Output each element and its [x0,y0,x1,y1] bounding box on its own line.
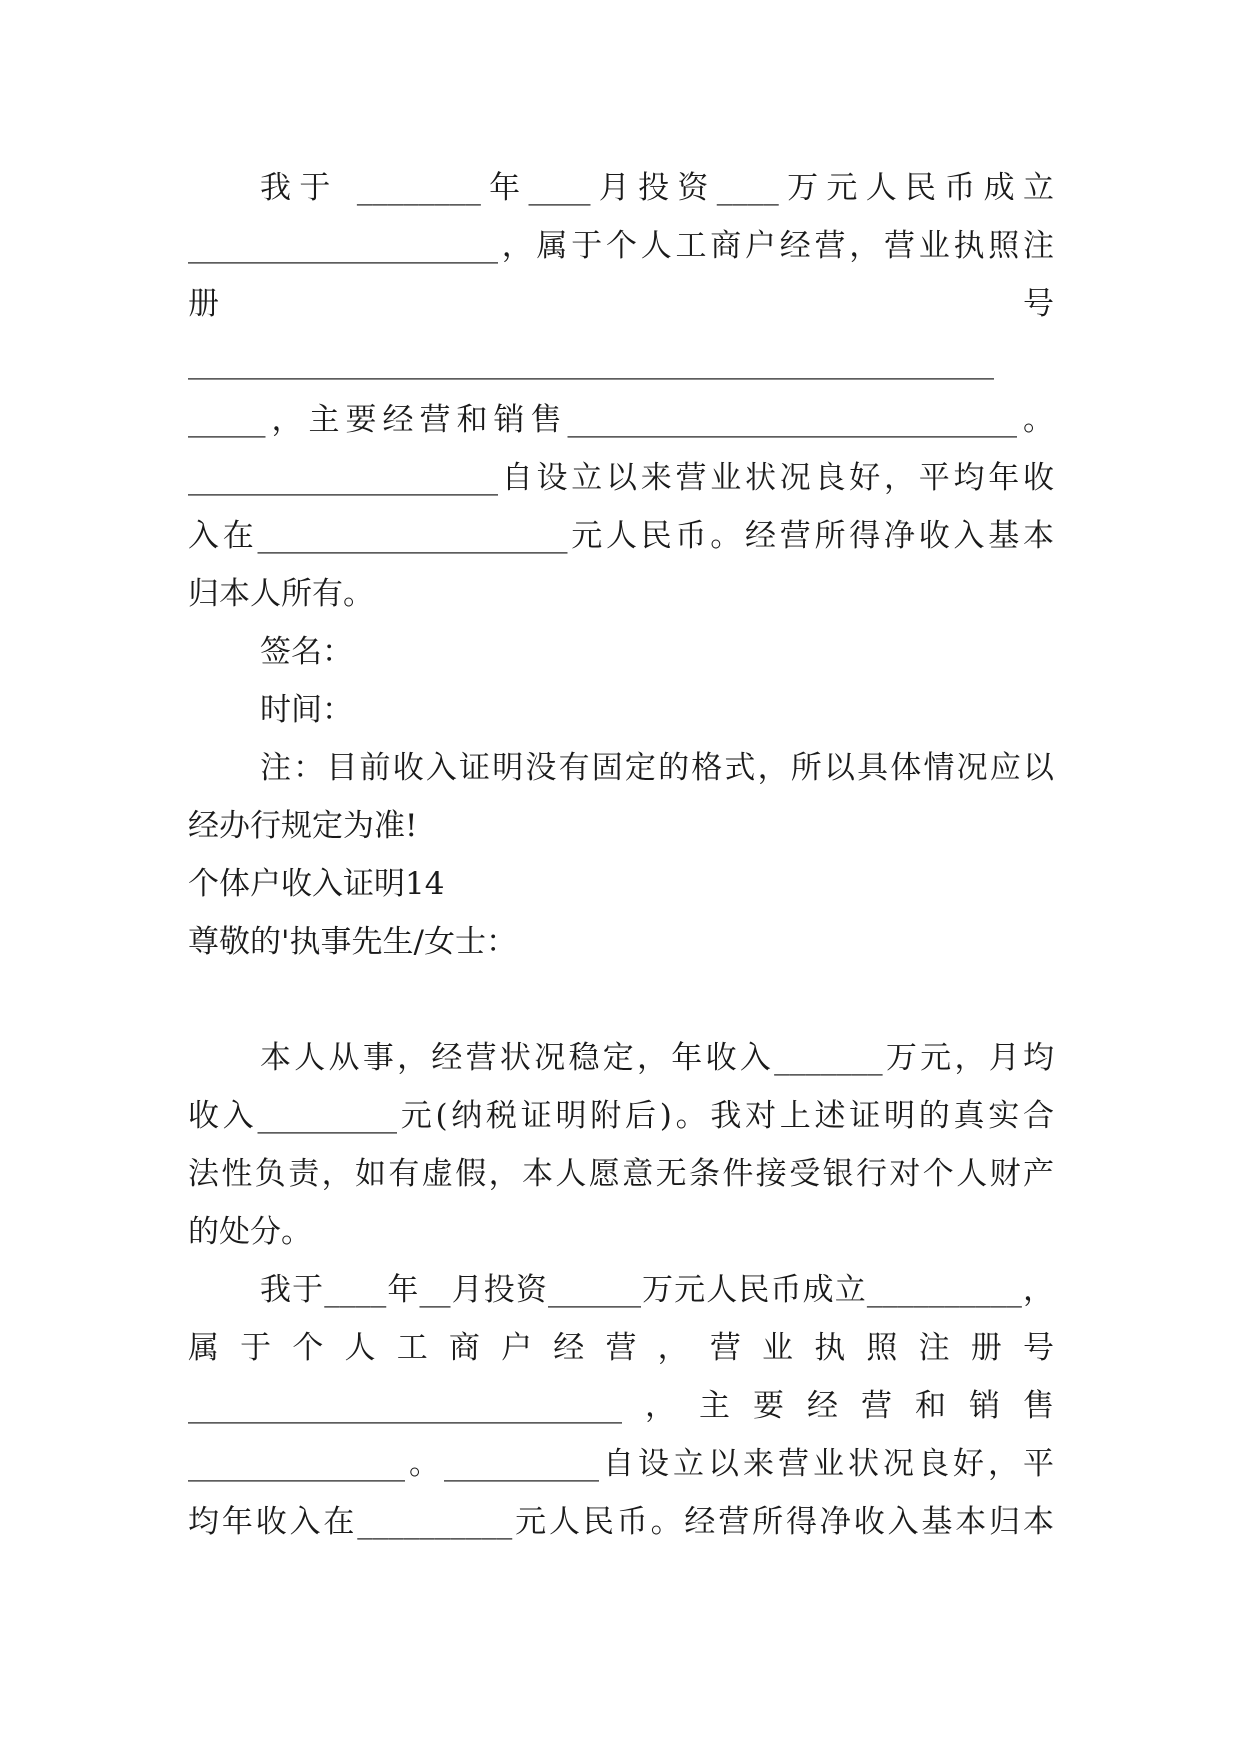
note-line: 注：目前收入证明没有固定的格式，所以具体情况应以 [260,750,1054,786]
paragraph-line: 本人从事，经营状况稳定，年收入_______万元，月均 [260,1040,1054,1076]
paragraph-line: _____，主要经营和销售_____________________________。 [188,402,1054,438]
date-label: 时间： [260,692,353,728]
paragraph-line: 我于 ________年____月投资____万元人民币成立 [260,170,1054,206]
paragraph-line: 收入_________元(纳税证明附后)。我对上述证明的真实合 [188,1098,1054,1134]
paragraph-line: ____________________________________________________ [188,344,994,380]
paragraph-line: 我于____年__月投资______万元人民币成立__________， [260,1272,1054,1308]
salutation: 尊敬的'执事先生/女士： [188,924,517,960]
paragraph-line: ____________________，属于个人工商户经营，营业执照注 [188,228,1054,264]
paragraph-line: ____________________________，主要经营和销售 [188,1388,1054,1424]
paragraph-line: 归本人所有。 [188,576,374,612]
paragraph-line: ____________________自设立以来营业状况良好，平均年收 [188,460,1054,496]
paragraph-line: 均年收入在__________元人民币。经营所得净收入基本归本 [188,1504,1054,1540]
section-title: 个体户收入证明14 [188,866,445,902]
note-line: 经办行规定为准! [188,808,418,844]
paragraph-line: 入在____________________元人民币。经营所得净收入基本 [188,518,1054,554]
paragraph-line: 属于个人工商户经营，营业执照注册号 [188,1330,1054,1366]
paragraph-line: 的处分。 [188,1214,312,1250]
paragraph-line: ______________。__________自设立以来营业状况良好，平 [188,1446,1054,1482]
signature-label: 签名： [260,634,353,670]
paragraph-line: 法性负责，如有虚假，本人愿意无条件接受银行对个人财产 [188,1156,1054,1192]
paragraph-line: 册 号 [188,286,1054,322]
